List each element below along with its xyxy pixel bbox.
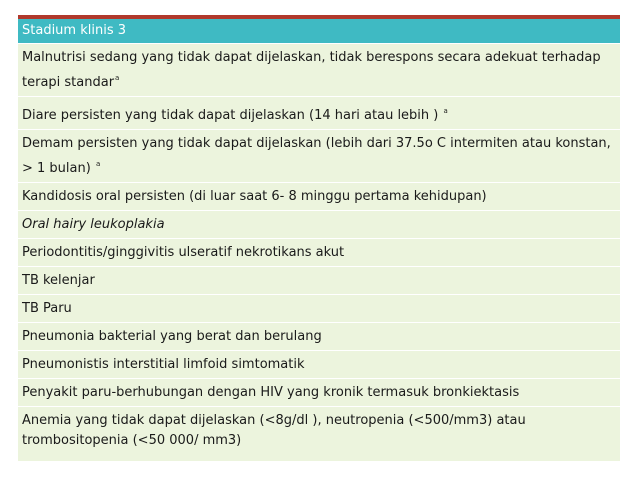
table-row — [18, 378, 620, 406]
table-row — [18, 266, 620, 294]
row-text: Pneumonia bakterial yang berat dan berulang — [22, 329, 322, 344]
row-text: TB Paru — [22, 301, 72, 316]
footnote-marker: a — [115, 74, 120, 82]
row-text: Anemia yang tidak dapat dijelaskan (<8g/dl ), neutropenia (<500/mm3) atau trombositopenia (<50 000/ mm3) — [22, 413, 526, 448]
row-text: TB kelenjar — [22, 273, 95, 288]
table-row — [18, 406, 620, 454]
table-row — [18, 322, 620, 350]
table-row — [18, 294, 620, 322]
footnote-marker: a — [95, 160, 101, 168]
table-row — [18, 96, 620, 129]
clinical-stage-table — [18, 19, 620, 461]
footnote-marker: a — [443, 107, 448, 115]
table-row — [18, 182, 620, 210]
row-text: Diare persisten yang tidak dapat dijelaskan (14 hari atau lebih ) — [22, 108, 439, 123]
table-row — [18, 43, 620, 96]
row-text: Pneumonistis interstitial limfoid simtomatik — [22, 357, 305, 372]
row-text: Penyakit paru-berhubungan dengan HIV yang kronik termasuk bronkiektasis — [22, 385, 520, 400]
row-text: Demam persisten yang tidak dapat dijelaskan (lebih dari 37.5o C intermiten atau konstan, > 1 bulan) — [22, 136, 611, 176]
table-row — [18, 350, 620, 378]
row-text: Oral hairy leukoplakia — [22, 217, 165, 232]
row-text: Periodontitis/ginggivitis ulseratif nekrotikans akut — [22, 245, 345, 260]
row-text: Kandidosis oral persisten (di luar saat 6- 8 minggu pertama kehidupan) — [22, 189, 487, 204]
table-row — [18, 238, 620, 266]
table-header: Stadium klinis 3 — [18, 19, 620, 43]
row-text: Malnutrisi sedang yang tidak dapat dijelaskan, tidak berespons secara adekuat terhadap terapi standar — [22, 50, 601, 90]
table-row — [18, 129, 620, 182]
table-row — [18, 210, 620, 238]
